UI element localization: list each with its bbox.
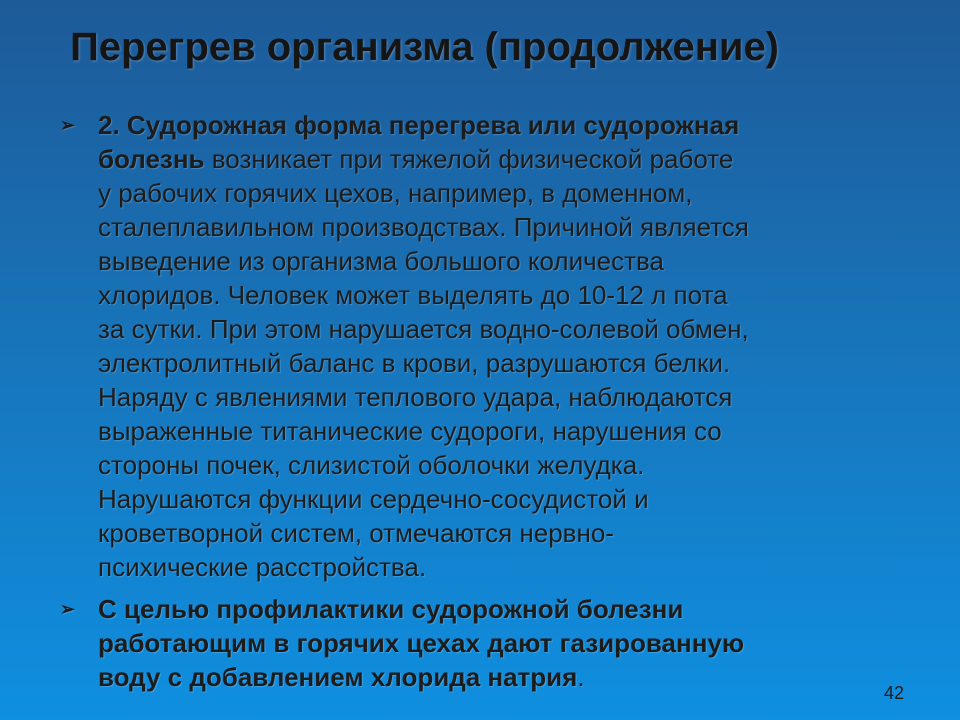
- bullet-2-line-last: [98, 660, 918, 694]
- bullet-2-line-text: воду с добавлением хлорида натрия: [98, 662, 578, 692]
- bullet-item-1: [58, 108, 918, 584]
- arrow-bullet-icon: ➢: [60, 599, 76, 619]
- bullet-1-line: за сутки. При этом нарушается водно-солевой обмен,: [98, 314, 749, 344]
- bullet-1-line: выраженные титанические судороги, нарушения со: [98, 416, 722, 446]
- bullet-1-line: электролитный баланс в крови, разрушаются белки.: [98, 348, 731, 378]
- bullet-1-line-2: [98, 142, 918, 176]
- slide-content: [58, 108, 918, 694]
- bullet-1-line-2-text: возникает при тяжелой физической работе: [204, 144, 734, 174]
- bullet-1-line: кроветворной систем, отмечаются нервно-: [98, 518, 614, 548]
- slide-title: Перегрев организма (продолжение): [70, 25, 780, 69]
- arrow-bullet-icon: ➢: [60, 115, 76, 135]
- bullet-2-trailing-period: .: [577, 662, 585, 692]
- bullet-1-line: стороны почек, слизистой оболочки желудка.: [98, 450, 645, 480]
- bullet-1-line: выведение из организма большого количества: [98, 246, 664, 276]
- bullet-item-2: [58, 592, 918, 694]
- bullet-1-line-1: 2. Судорожная форма перегрева или судорожная: [98, 110, 740, 140]
- bullet-1-line: Нарушаются функции сердечно-сосудистой и: [98, 484, 649, 514]
- page-number: 42: [883, 683, 904, 703]
- bullet-1-line: сталеплавильном производствах. Причиной является: [98, 212, 749, 242]
- bullet-1-line: Наряду с явлениями теплового удара, наблюдаются: [98, 382, 733, 412]
- bullet-2-line: С целью профилактики судорожной болезни: [98, 594, 684, 624]
- bullet-1-bold-term: болезнь: [98, 144, 205, 174]
- bullet-1-line: у рабочих горячих цехов, например, в доменном,: [98, 178, 693, 208]
- bullet-1-line: психические расстройства.: [98, 552, 427, 582]
- bullet-1-line: хлоридов. Человек может выделять до 10-12 л пота: [98, 280, 728, 310]
- bullet-2-line: работающим в горячих цехах дают газированную: [98, 628, 745, 658]
